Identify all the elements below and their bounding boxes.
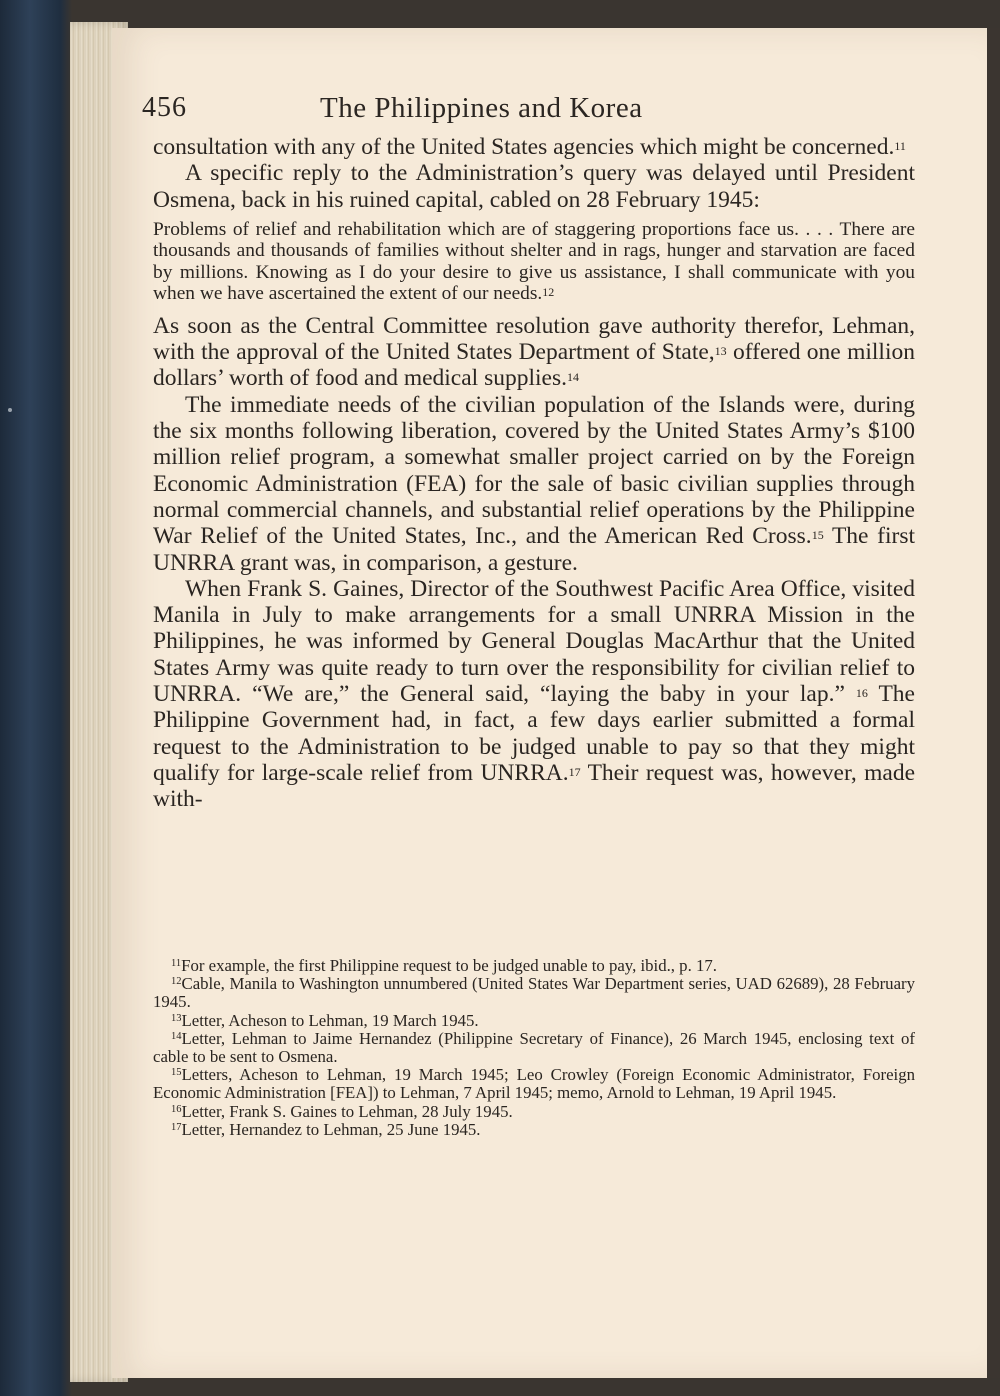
paragraph-3: As soon as the Central Committee resolution gave authority therefor, Lehman, with the approval of the United States Department of State,$^{13}$ offered one million dollars’ worth of food and medical supplies.$^{14}$ <box>153 312 915 392</box>
body-text <box>153 134 915 813</box>
footnote-ref: 15 <box>811 528 824 543</box>
footnote-ref: 12 <box>542 285 555 300</box>
footnote: $^{15}$Letters, Acheson to Lehman, 19 March 1945; Leo Crowley (Foreign Economic Administrator, Foreign Economic Administration [FEA]) to Lehman, 7 April 1945; memo, Arnold to Lehman, 19 April 1945. <box>153 1065 915 1103</box>
facing-page-edge <box>987 28 1000 1378</box>
footnote: $^{17}$Letter, Hernandez to Lehman, 25 June 1945. <box>171 1119 481 1139</box>
footnote: $^{14}$Letter, Lehman to Jaime Hernandez (Philippine Secretary of Finance), 26 March 1945, enclosing text of cable to be sent to Osmena. <box>153 1028 915 1067</box>
block-quote: Problems of relief and rehabilitation which are of staggering proportions face us. . . . There are thousands and thousands of families without shelter and in rags, hunger and starvation are faced by millions. Knowing as I do your desire to give us assistance, I shall communicate with you when we have ascertained the extent of our needs.$^{12}$ <box>153 218 915 305</box>
paragraph-5: When Frank S. Gaines, Director of the Southwest Pacific Area Office, visited Manila in July to make arrangements for a small UNRRA Mission in the Philippines, he was informed by General Douglas MacArthur that the United States Army was quite ready to turn over the responsibility for civilian relief to UNRRA. “We are,” the General said, “laying the baby in your lap.” $^{16}$ The Philippine Government had, in fact, a few days earlier submitted a formal request to the Administration to be judged unable to pay so that they might qualify for large-scale relief from UNRRA.$^{17}$ Their request was, however, made with- <box>153 575 916 813</box>
footnote: $^{12}$Cable, Manila to Washington unnumbered (United States War Department series, UAD 62689), 28 February 1945. <box>153 974 915 1012</box>
footnote-ref: 13 <box>714 344 727 359</box>
footnote: $^{13}$Letter, Acheson to Lehman, 19 March 1945. <box>171 1010 479 1030</box>
footnote: $^{16}$Letter, Frank S. Gaines to Lehman, 28 July 1945. <box>171 1101 513 1121</box>
paragraph-2: A specific reply to the Administration’s query was delayed until President Osmena, back in his ruined capital, cabled on 28 February 1945: <box>153 160 915 213</box>
page-title: The Philippines and Korea <box>320 92 643 124</box>
footnote-ref: 11 <box>894 139 906 153</box>
paragraph-1: consultation with any of the United States agencies which might be concerned.$^{11}$ <box>153 134 906 160</box>
footnote-ref: 16 <box>855 686 868 701</box>
page-number: 456 <box>142 92 187 123</box>
footnotes <box>153 957 915 1139</box>
footnote-ref: 14 <box>566 370 579 385</box>
paragraph-4: The immediate needs of the civilian population of the Islands were, during the six months following liberation, covered by the United States Army’s $100 million relief program, a somewhat smaller project carried on by the Foreign Economic Administration (FEA) for the sale of basic civilian supplies through normal commercial channels, and substantial relief operations by the Philippine War Relief of the United States, Inc., and the American Red Cross.$^{15}$ The first UNRRA grant was, in comparison, a gesture. <box>153 391 916 576</box>
cover-speck <box>8 408 12 412</box>
running-head <box>142 92 902 132</box>
footnote: $^{11}$For example, the first Philippine request to be judged unable to pay, ibid., p. 17. <box>171 956 717 975</box>
footnote-ref: 17 <box>568 764 581 779</box>
